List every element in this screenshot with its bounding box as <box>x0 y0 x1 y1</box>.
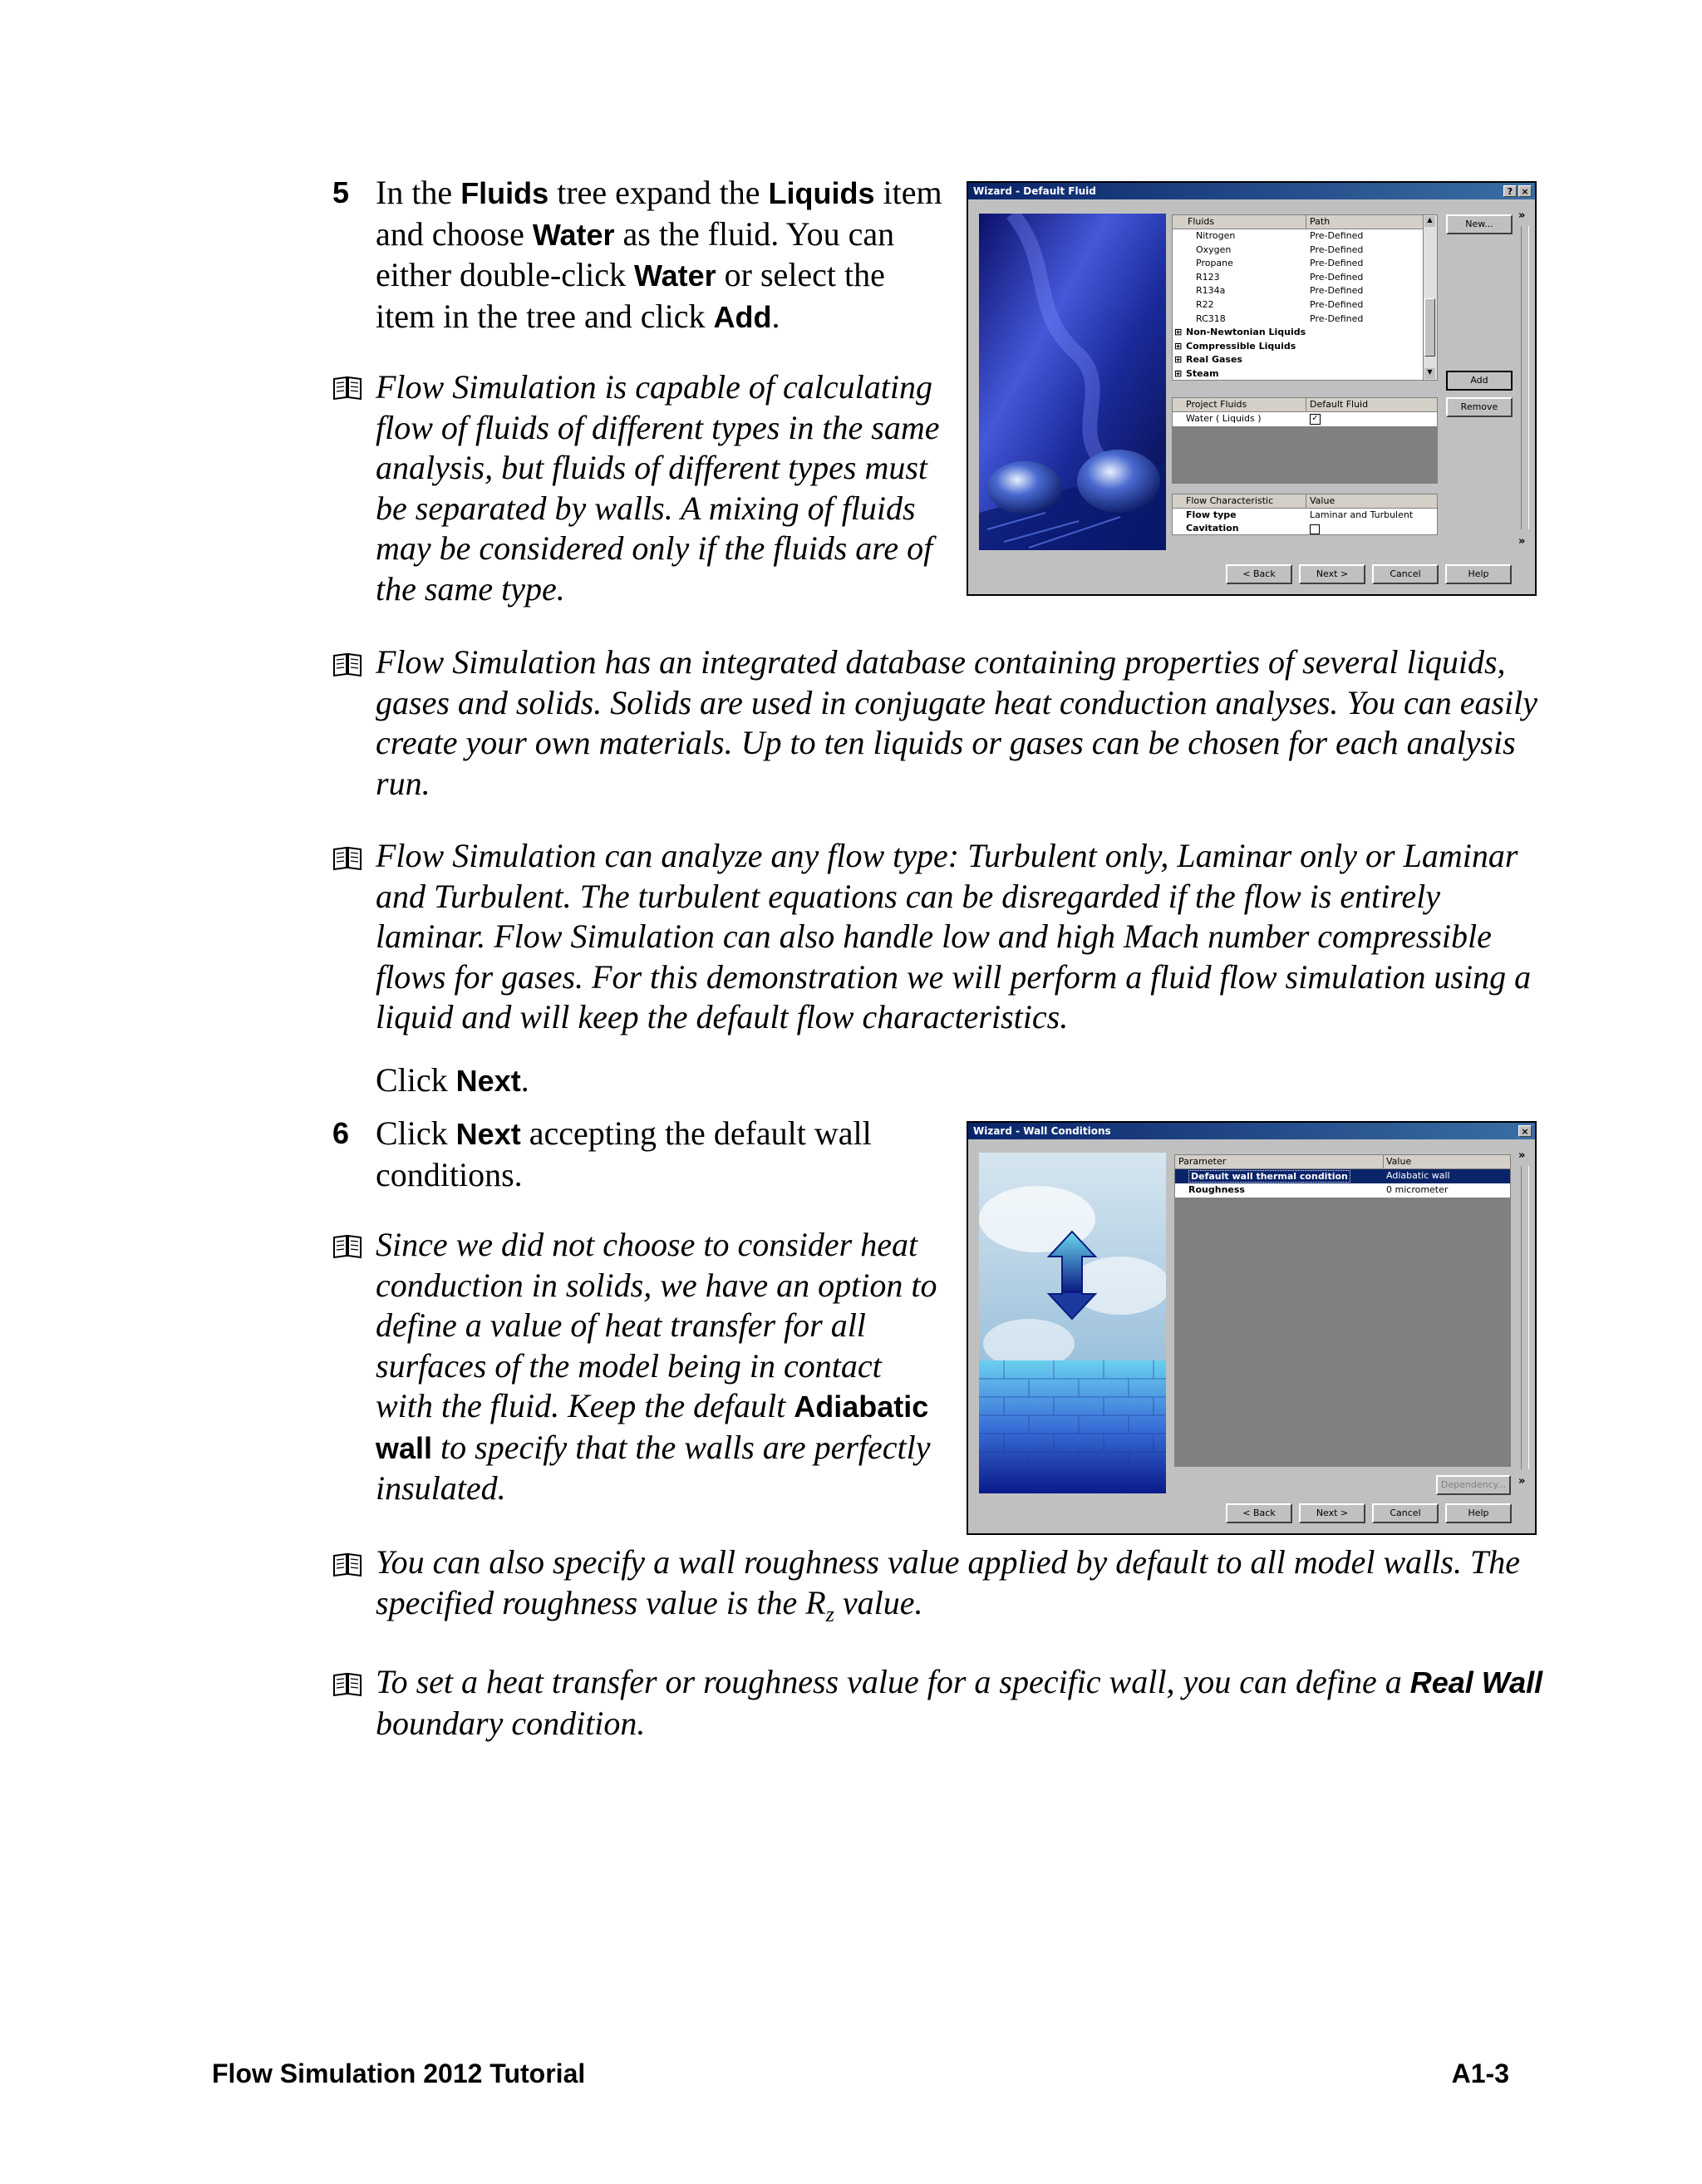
default-wall-thermal-row[interactable]: Default wall thermal condition Adiabatic wall <box>1175 1169 1510 1183</box>
note3-text: Flow Simulation can analyze any flow type: Turbulent only, Laminar only or Laminar and Turbulent. The turbulent equations can be disregarded if the flow is entirely laminar. Flow Simulation can also handle low and high Mach number compressible flows for gases. For this demonstration we will perform a fluid flow simulation using a liquid and will keep the default flow characteristics. <box>376 837 1532 1035</box>
path-column-header: Path <box>1310 216 1331 227</box>
fluid-row[interactable]: RC318 Pre-Defined <box>1196 312 1364 324</box>
expand-right-icon[interactable]: » <box>1518 209 1526 222</box>
close-icon[interactable]: × <box>1518 185 1532 197</box>
close-icon[interactable]: × <box>1518 1125 1532 1137</box>
note-book-icon <box>332 376 362 401</box>
note6-text: To set a heat transfer or roughness value for a specific wall, you can define a Real Wall boundary condition. <box>376 1663 1543 1742</box>
scroll-up-icon[interactable]: ▲ <box>1424 216 1435 227</box>
scroll-thumb[interactable] <box>1424 298 1435 357</box>
dependency-button[interactable]: Dependency... <box>1436 1475 1511 1495</box>
dialog-title: Wizard - Default Fluid <box>968 183 1535 199</box>
fluid-row[interactable]: Nitrogen Pre-Defined <box>1196 230 1364 241</box>
expand-right-icon[interactable]: » <box>1518 1149 1526 1162</box>
project-fluid-row[interactable]: Water ( Liquids ) ✓ <box>1173 412 1437 426</box>
step5-text: In the Fluids tree expand the Liquids item and choose Water as the fluid. You can either double-click Water or select the item in the tree and click Add. <box>376 174 942 335</box>
next-button[interactable]: Next > <box>1299 1503 1365 1523</box>
fluids-column-header: Fluids <box>1188 216 1215 227</box>
note2-text: Flow Simulation has an integrated database containing properties of several liquids, gases and solids. Solids are used in conjugate heat conduction analyses. You can easily create your own materials. Up to ten liquids or gases can be chosen for each analysis run. <box>376 643 1538 802</box>
fluids-scrollbar[interactable] <box>1423 215 1437 380</box>
roughness-row[interactable]: Roughness 0 micrometer <box>1175 1183 1510 1198</box>
wall-conditions-dialog <box>967 1121 1537 1535</box>
help-button[interactable]: Help <box>1445 1503 1512 1523</box>
cavitation-row[interactable]: Cavitation <box>1173 522 1437 535</box>
cancel-button[interactable]: Cancel <box>1372 1503 1439 1523</box>
expand-icon[interactable]: ⊞ <box>1174 340 1183 352</box>
fluid-group-row[interactable]: ⊞ Steam <box>1174 368 1219 379</box>
fluid-row[interactable]: R134a Pre-Defined <box>1196 285 1364 297</box>
remove-button[interactable]: Remove <box>1446 397 1513 417</box>
expand-icon[interactable]: ⊞ <box>1174 354 1183 366</box>
default-fluid-checkbox[interactable]: ✓ <box>1310 414 1321 425</box>
help-icon[interactable]: ? <box>1503 185 1517 197</box>
new-button[interactable]: New... <box>1446 214 1513 234</box>
back-button[interactable]: < Back <box>1226 1503 1292 1523</box>
fluids-term: Fluids <box>460 176 549 210</box>
note-book-icon <box>332 1552 362 1577</box>
flow-characteristics-table[interactable]: Flow Characteristic Value Flow type Laminar and Turbulent Cavitation <box>1172 494 1438 535</box>
wall-sky-illustration <box>979 1153 1166 1493</box>
cavitation-checkbox[interactable] <box>1310 524 1320 534</box>
wall-parameters-table[interactable]: Parameter Value Default wall thermal condition Adiabatic wall Roughness 0 micrometer <box>1174 1154 1511 1467</box>
fluid-row[interactable]: R123 Pre-Defined <box>1196 271 1364 283</box>
expand-icon[interactable]: ⊞ <box>1174 327 1183 338</box>
dialog-title: Wizard - Wall Conditions <box>968 1123 1535 1139</box>
page-number: A1-3 <box>1451 2059 1509 2088</box>
note1-text: Flow Simulation is capable of calculating flow of fluids of different types in the same analysis, but fluids of different types must be separated by walls. A mixing of fluids may be considered only if the fluids are of the same type. <box>376 368 940 607</box>
footer-title: Flow Simulation 2012 Tutorial <box>212 2059 586 2088</box>
note-book-icon <box>332 652 362 677</box>
splitter[interactable] <box>1521 226 1529 529</box>
fluid-group-row[interactable]: ⊞ Real Gases <box>1174 354 1242 366</box>
step-number-6: 6 <box>332 1116 350 1150</box>
water-drops-illustration <box>979 214 1166 550</box>
next-button[interactable]: Next > <box>1299 564 1365 584</box>
help-button[interactable]: Help <box>1445 564 1512 584</box>
water-term: Water <box>633 258 716 293</box>
cancel-button[interactable]: Cancel <box>1372 564 1439 584</box>
project-fluids-table[interactable]: Project Fluids Default Fluid Water ( Liquids ) ✓ <box>1172 397 1438 484</box>
scroll-down-icon[interactable]: ▼ <box>1424 368 1435 379</box>
fluid-group-row[interactable]: ⊞ Compressible Liquids <box>1174 340 1296 352</box>
note-book-icon <box>332 1234 362 1259</box>
add-button[interactable]: Add <box>1446 371 1513 391</box>
fluid-row[interactable]: Oxygen Pre-Defined <box>1196 243 1364 255</box>
water-term: Water <box>532 217 615 252</box>
step6-text: Click Next accepting the default wall conditions. <box>376 1114 872 1193</box>
note5-text: You can also specify a wall roughness value applied by default to all model walls. The specified roughness value is the $R_z$ value. <box>376 1543 1520 1626</box>
splitter[interactable] <box>1521 1166 1529 1469</box>
flow-type-row[interactable]: Flow type Laminar and Turbulent <box>1186 509 1414 520</box>
note-book-icon <box>332 1672 362 1697</box>
note-book-icon <box>332 846 362 871</box>
liquids-term: Liquids <box>768 176 875 210</box>
default-fluid-dialog <box>967 181 1537 596</box>
click-next-text: Click Next. <box>376 1061 529 1099</box>
expand-icon[interactable]: ⊞ <box>1174 368 1183 379</box>
add-term: Add <box>713 299 772 334</box>
expand-right-icon[interactable]: » <box>1518 535 1526 548</box>
note4-text: Since we did not choose to consider heat conduction in solids, we have an option to define a value of heat transfer for all surfaces of the model being in contact with the fluid. Keep the default Adiabatic wall to specify that the walls are perfectly insulated. <box>376 1226 937 1507</box>
fluid-group-row[interactable]: ⊞ Non-Newtonian Liquids <box>1174 327 1306 338</box>
step-number-5: 5 <box>332 175 350 209</box>
back-button[interactable]: < Back <box>1226 564 1292 584</box>
fluid-row[interactable]: Propane Pre-Defined <box>1196 258 1364 269</box>
fluid-row[interactable]: R22 Pre-Defined <box>1196 299 1364 310</box>
fluids-tree[interactable] <box>1172 214 1438 381</box>
expand-right-icon[interactable]: » <box>1518 1475 1526 1488</box>
